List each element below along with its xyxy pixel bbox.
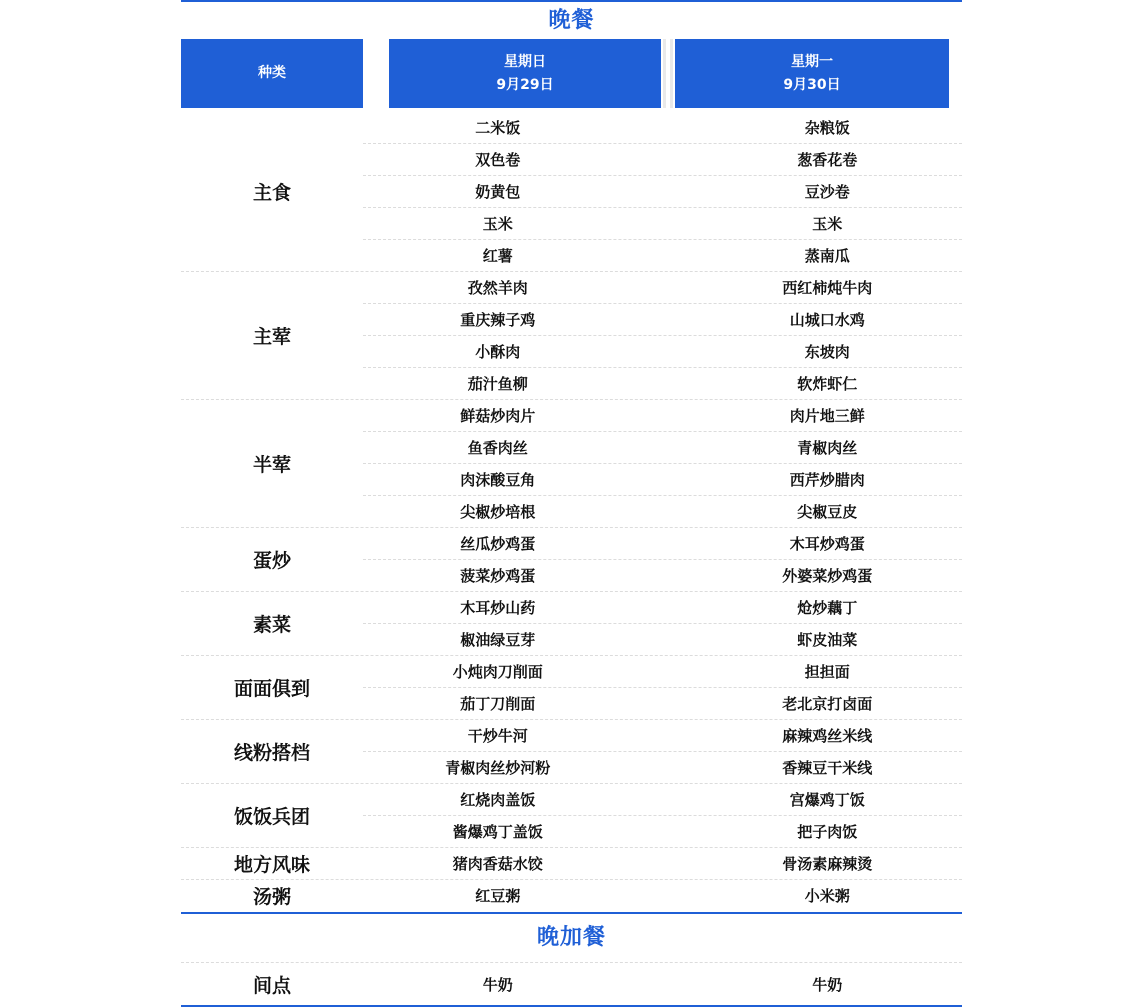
dish-sunday: 奶黄包 — [475, 183, 521, 201]
category-label: 蛋炒 — [252, 550, 291, 572]
dish-sunday: 椒油绿豆芽 — [460, 631, 536, 649]
dish-monday: 虾皮油菜 — [797, 631, 858, 649]
dish-sunday: 小炖肉刀削面 — [452, 663, 543, 681]
category-header — [181, 39, 363, 108]
dish-monday: 西芹炒腊肉 — [789, 471, 865, 489]
day-weekday: 星期日 — [504, 53, 546, 70]
dish-monday: 骨汤素麻辣烫 — [782, 855, 873, 873]
dish-sunday: 红薯 — [482, 247, 513, 265]
day-date: 9月29日 — [496, 76, 554, 93]
day-header-sunday — [389, 39, 661, 108]
dish-sunday: 二米饭 — [475, 119, 521, 137]
menu-row — [363, 559, 962, 591]
dish-sunday: 重庆辣子鸡 — [460, 311, 536, 329]
dish-sunday: 丝瓜炒鸡蛋 — [460, 535, 536, 553]
day-weekday: 星期一 — [791, 53, 833, 70]
dish-monday: 玉米 — [812, 215, 843, 233]
menu-row — [363, 848, 962, 879]
late-snack-item-monday: 牛奶 — [812, 975, 843, 994]
late-snack-title: 晚加餐 — [536, 925, 606, 950]
dish-monday: 麻辣鸡丝米线 — [782, 727, 873, 745]
dish-monday: 宫爆鸡丁饭 — [789, 791, 865, 809]
dish-sunday: 木耳炒山药 — [460, 599, 536, 617]
menu-row — [363, 656, 962, 687]
dish-monday: 木耳炒鸡蛋 — [789, 535, 865, 553]
category-header-label: 种类 — [258, 65, 286, 81]
dish-monday: 把子肉饭 — [797, 823, 858, 841]
dish-sunday: 猪肉香菇水饺 — [452, 855, 543, 873]
dish-sunday: 孜然羊肉 — [467, 279, 528, 297]
dish-sunday: 菠菜炒鸡蛋 — [460, 567, 536, 585]
menu-row — [363, 592, 962, 623]
dish-monday: 香辣豆干米线 — [782, 759, 873, 777]
dish-sunday: 干炒牛河 — [467, 727, 528, 745]
menu-row — [363, 431, 962, 463]
menu-header — [181, 39, 962, 108]
dish-sunday: 茄丁刀削面 — [460, 695, 536, 713]
dish-monday: 西红柿炖牛肉 — [782, 279, 873, 297]
menu-category-group — [181, 783, 962, 847]
menu-category-group — [181, 527, 962, 591]
category-label: 地方风味 — [233, 854, 310, 876]
dish-sunday: 红豆粥 — [475, 887, 521, 905]
menu-row — [363, 815, 962, 847]
dish-monday: 蒸南瓜 — [804, 247, 850, 265]
menu-category-group — [181, 719, 962, 783]
menu-category-group — [181, 879, 962, 911]
menu-category-group — [181, 271, 962, 399]
menu-row — [363, 143, 962, 175]
category-label: 面面俱到 — [233, 678, 310, 700]
day-header-monday — [675, 39, 949, 108]
menu-category-group — [181, 655, 962, 719]
late-snack-category: 间点 — [252, 974, 291, 997]
dish-monday: 肉片地三鲜 — [789, 407, 865, 425]
day-date: 9月30日 — [783, 76, 841, 93]
dish-monday: 东坡肉 — [804, 343, 850, 361]
dish-sunday: 双色卷 — [475, 151, 521, 169]
dish-sunday: 小酥肉 — [475, 343, 521, 361]
menu-row — [363, 623, 962, 655]
dish-monday: 青椒肉丝 — [797, 439, 858, 457]
category-label: 半荤 — [252, 454, 291, 476]
menu-category-group — [181, 112, 962, 271]
dish-monday: 老北京打卤面 — [782, 695, 873, 713]
menu-row — [363, 784, 962, 815]
category-label: 汤粥 — [252, 886, 291, 908]
menu-row — [363, 207, 962, 239]
dish-sunday: 鲜菇炒肉片 — [460, 407, 536, 425]
menu-row — [363, 880, 962, 911]
menu-category-group — [181, 591, 962, 655]
late-snack-item-sunday: 牛奶 — [482, 975, 513, 994]
category-label: 饭饭兵团 — [233, 806, 310, 828]
menu-row — [363, 751, 962, 783]
menu-row — [363, 400, 962, 431]
dish-sunday: 尖椒炒培根 — [460, 503, 536, 521]
dish-monday: 山城口水鸡 — [789, 311, 865, 329]
late-snack-row — [181, 962, 962, 1005]
menu-row — [363, 335, 962, 367]
menu-row — [363, 112, 962, 143]
dish-sunday: 玉米 — [482, 215, 513, 233]
dish-sunday: 酱爆鸡丁盖饭 — [452, 823, 543, 841]
menu-row — [363, 528, 962, 559]
dish-monday: 杂粮饭 — [804, 119, 850, 137]
menu-row — [363, 303, 962, 335]
dish-sunday: 青椒肉丝炒河粉 — [445, 759, 551, 777]
menu-row — [363, 495, 962, 527]
category-label: 主食 — [252, 182, 291, 204]
dinner-title: 晚餐 — [548, 8, 595, 33]
menu-row — [363, 175, 962, 207]
dish-sunday: 肉沫酸豆角 — [460, 471, 536, 489]
menu-row — [363, 687, 962, 719]
menu-row — [363, 239, 962, 271]
dinner-menu — [181, 0, 962, 1007]
dish-sunday: 鱼香肉丝 — [467, 439, 528, 457]
menu-row — [363, 367, 962, 399]
category-label: 主荤 — [252, 326, 291, 348]
menu-category-group — [181, 399, 962, 527]
dish-monday: 豆沙卷 — [804, 183, 850, 201]
dish-monday: 葱香花卷 — [797, 151, 858, 169]
dish-monday: 尖椒豆皮 — [797, 503, 858, 521]
dish-monday: 外婆菜炒鸡蛋 — [782, 567, 873, 585]
dish-monday: 软炸虾仁 — [797, 375, 858, 393]
menu-category-group — [181, 847, 962, 879]
dish-monday: 担担面 — [804, 663, 850, 681]
category-label: 素菜 — [252, 614, 291, 636]
category-label: 线粉搭档 — [233, 742, 310, 764]
dish-sunday: 茄汁鱼柳 — [467, 375, 528, 393]
menu-row — [363, 720, 962, 751]
dish-sunday: 红烧肉盖饭 — [460, 791, 536, 809]
menu-row — [363, 272, 962, 303]
dish-monday: 炝炒藕丁 — [797, 599, 858, 617]
menu-row — [363, 463, 962, 495]
dinner-table-body — [181, 112, 962, 911]
dish-monday: 小米粥 — [804, 887, 850, 905]
